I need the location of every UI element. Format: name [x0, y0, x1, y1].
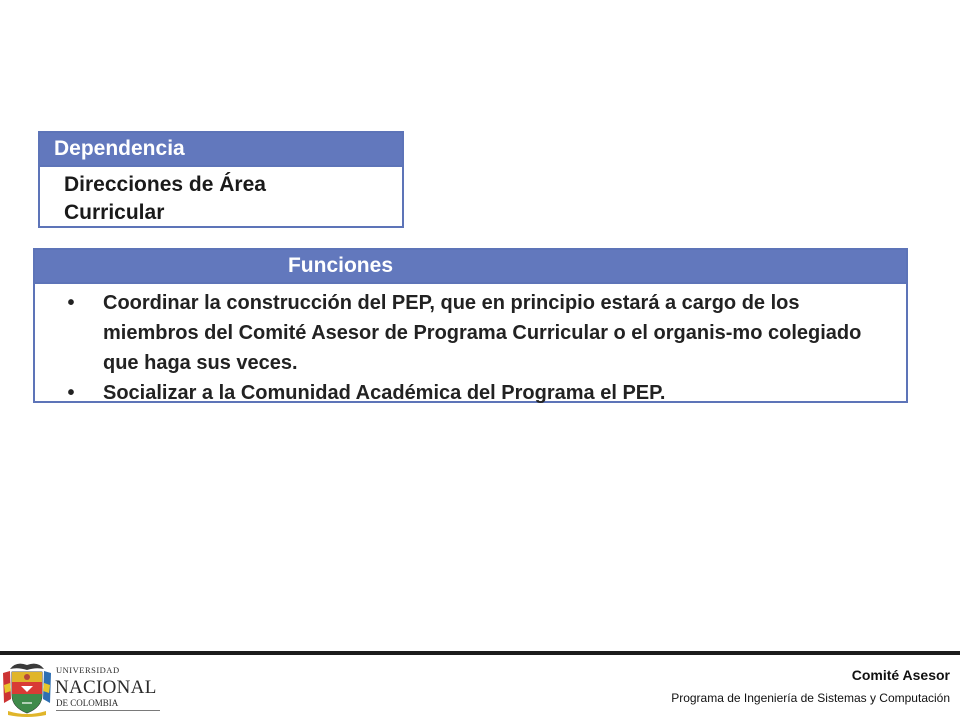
- footer-divider: [0, 651, 960, 655]
- bullet-icon: •: [67, 292, 75, 314]
- dependencia-table: [38, 131, 404, 228]
- list-item: [35, 288, 896, 378]
- list-item: [35, 378, 896, 408]
- university-shield-icon: [2, 659, 52, 717]
- funciones-list: [35, 284, 906, 408]
- funciones-header: Funciones: [35, 250, 906, 284]
- footer-subtitle: Programa de Ingeniería de Sistemas y Computación: [671, 691, 950, 705]
- logo-line-universidad: UNIVERSIDAD: [56, 665, 120, 675]
- dependencia-body: [40, 167, 402, 227]
- funcion-text: Coordinar la construcción del PEP, que en principio estará a cargo de los miembros del Comité Asesor de Programa Curricular o el organis-mo colegiado que haga sus veces.: [103, 292, 862, 374]
- funciones-table: [33, 248, 908, 403]
- logo-rule: [56, 710, 160, 711]
- dependencia-line: Curricular: [64, 201, 165, 224]
- bullet-icon: •: [67, 382, 75, 404]
- funcion-text: Socializar a la Comunidad Académica del Programa el PEP.: [103, 382, 666, 404]
- logo-line-nacional: NACIONAL: [55, 677, 157, 698]
- footer-title: Comité Asesor: [851, 667, 950, 683]
- logo-line-colombia: DE COLOMBIA: [56, 698, 119, 708]
- university-logo: [0, 657, 160, 717]
- dependencia-line: Direcciones de Área: [64, 173, 266, 196]
- dependencia-header: Dependencia: [40, 133, 402, 167]
